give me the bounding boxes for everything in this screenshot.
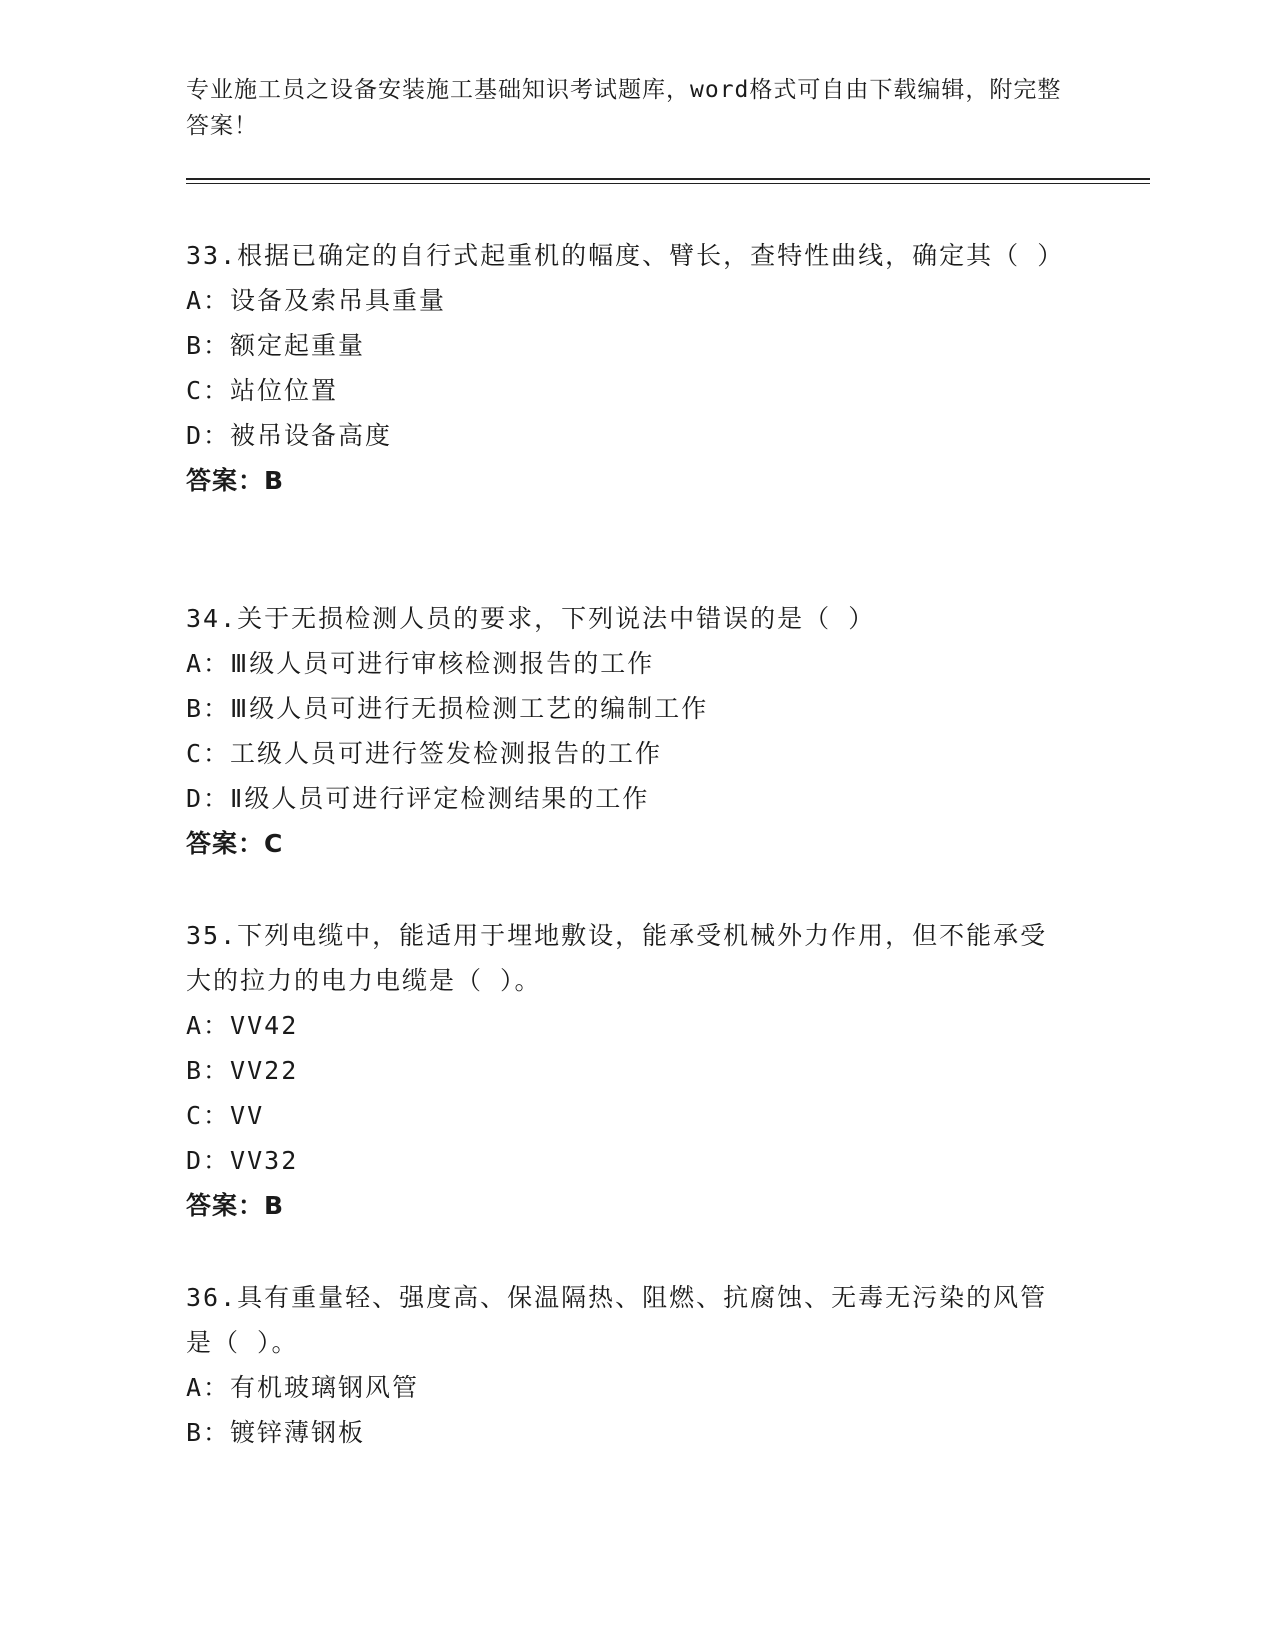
option-b: B：VV22 — [186, 1056, 299, 1085]
question-36 — [186, 1275, 1086, 1455]
option-d: D：被吊设备高度 — [186, 421, 393, 450]
option-c: C：站位位置 — [186, 376, 339, 405]
header-divider-thin — [186, 183, 1150, 184]
option-c: C：VV — [186, 1101, 265, 1130]
question-34 — [186, 596, 1086, 866]
answer-label: 答案：B — [186, 1191, 285, 1220]
option-b: B：额定起重量 — [186, 331, 366, 360]
question-stem: 36.具有重量轻、强度高、保温隔热、阻燃、抗腐蚀、无毒无污染的风管是（ ）。 — [186, 1283, 1048, 1357]
question-stem: 35.下列电缆中，能适用于埋地敷设，能承受机械外力作用，但不能承受大的拉力的电力电缆是（ ）。 — [186, 921, 1048, 995]
question-stem: 33.根据已确定的自行式起重机的幅度、臂长，查特性曲线，确定其（ ） — [186, 241, 1065, 270]
question-stem: 34.关于无损检测人员的要求，下列说法中错误的是（ ） — [186, 604, 876, 633]
answer-label: 答案：C — [186, 829, 284, 858]
option-d: D：Ⅱ级人员可进行评定检测结果的工作 — [186, 784, 650, 813]
option-a: A：有机玻璃钢风管 — [186, 1373, 420, 1402]
option-a: A：Ⅲ级人员可进行审核检测报告的工作 — [186, 649, 655, 678]
option-a: A：VV42 — [186, 1011, 299, 1040]
option-a: A：设备及索吊具重量 — [186, 286, 447, 315]
option-d: D：VV32 — [186, 1146, 299, 1175]
option-c: C：工级人员可进行签发检测报告的工作 — [186, 739, 663, 768]
document-header: 专业施工员之设备安装施工基础知识考试题库，word格式可自由下载编辑，附完整答案！ — [186, 77, 1062, 139]
question-35 — [186, 913, 1086, 1228]
question-33 — [186, 233, 1086, 503]
header-divider-thick — [186, 178, 1150, 180]
option-b: B：镀锌薄钢板 — [186, 1418, 366, 1447]
answer-label: 答案：B — [186, 466, 285, 495]
option-b: B：Ⅲ级人员可进行无损检测工艺的编制工作 — [186, 694, 709, 723]
